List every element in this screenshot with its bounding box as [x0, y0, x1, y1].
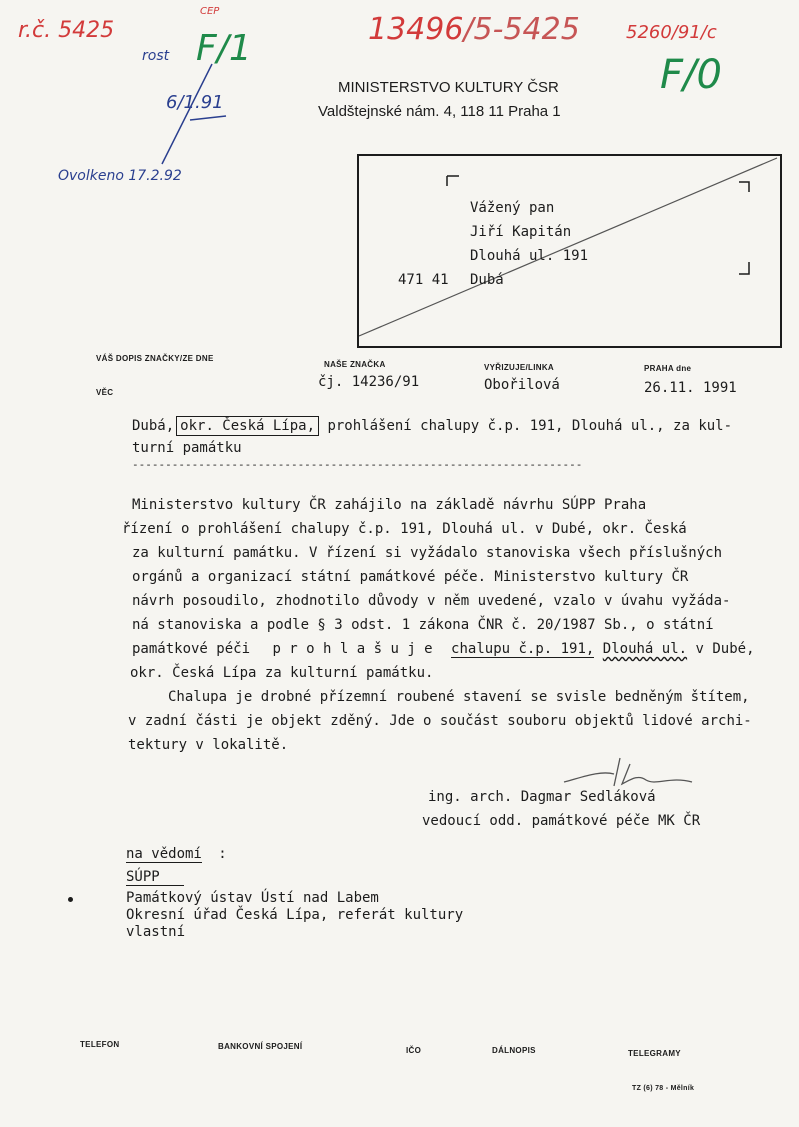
- subject-place: Dubá,: [132, 418, 175, 434]
- cc-item-own: vlastní: [126, 924, 186, 940]
- signatory-name: ing. arch. Dagmar Sedláková: [428, 789, 656, 805]
- subject-boxed-district: okr. Česká Lípa,: [176, 416, 319, 436]
- ministry-address: Valdštejnské nám. 4, 118 11 Praha 1: [318, 103, 561, 120]
- cc-label: na vědomí: [126, 846, 202, 862]
- body-line-2: řízení o prohlášení chalupy č.p. 191, Dlouhá ul. v Dubé, okr. Česká: [122, 521, 687, 537]
- subject-line-2: turní památku: [132, 440, 242, 456]
- body-line-10: v zadní části je objekt zděný. Jde o součást souboru objektů lidové archi-: [128, 713, 752, 729]
- handwritten-f0: F/0: [660, 52, 722, 98]
- cc-colon: :: [218, 846, 227, 862]
- body-line-1: Ministerstvo kultury ČR zahájilo na základě návrhu SÚPP Praha: [132, 497, 647, 513]
- subject-line-1: [132, 418, 732, 434]
- cc-item-institute: Památkový ústav Ústí nad Labem: [126, 890, 379, 906]
- footer-bank: BANKOVNÍ SPOJENÍ: [218, 1042, 303, 1051]
- handwritten-cep: CEP: [200, 6, 220, 17]
- footer-dalnopis: DÁLNOPIS: [492, 1046, 536, 1055]
- body-line-7: [132, 641, 755, 657]
- recipient-street: Dlouhá ul. 191: [470, 248, 589, 264]
- ministry-name: MINISTERSTVO KULTURY ČSR: [338, 79, 559, 96]
- label-prague-date: PRAHA dne: [644, 364, 692, 373]
- body-line-9: Chalupa je drobné přízemní roubené stavení se svisle bedněným štítem,: [168, 689, 750, 705]
- handwritten-reference-green: 5260/91/c: [626, 22, 717, 43]
- handled-by-value: Obořilová: [484, 377, 560, 393]
- body-line-5: návrh posoudilo, zhodnotilo důvody v něm uvedené, vzalo v úvahu vyžáda-: [132, 593, 731, 609]
- our-ref-value: čj. 14236/91: [318, 374, 420, 390]
- footer-ico: IČO: [406, 1046, 422, 1055]
- body-in-duba: v Dubé,: [695, 641, 755, 657]
- body-declares: p r o h l a š u j e: [272, 641, 433, 657]
- label-handled-by: VYŘIZUJE/LINKA: [484, 363, 554, 372]
- subject-divider: --------------------------------------------------------------------: [132, 458, 583, 471]
- label-your-letter: VÁŠ DOPIS ZNAČKY/ZE DNE: [96, 354, 214, 363]
- body-line-6: ná stanoviska a podle § 3 odst. 1 zákona ČNR č. 20/1987 Sb., o státní: [132, 617, 714, 633]
- footer-telegramy: TELEGRAMY: [628, 1049, 681, 1058]
- cc-item-supp: SÚPP: [126, 869, 184, 886]
- body-street-underlined: Dlouhá ul.: [602, 641, 688, 657]
- pen-stroke-icon: [140, 60, 230, 180]
- recipient-zip: 471 41: [398, 272, 449, 288]
- handwritten-blue-note: Ovolkeno 17.2.92: [58, 168, 182, 184]
- handwritten-number-red: 13496: [368, 12, 464, 47]
- signature-icon: [560, 752, 700, 792]
- label-our-ref: NAŠE ZNAČKA: [324, 360, 386, 369]
- subject-text: prohlášení chalupy č.p. 191, Dlouhá ul., za kul-: [327, 418, 733, 434]
- hole-punch-dot: [68, 897, 73, 902]
- handwritten-date-signature: 6/1.91: [166, 92, 224, 113]
- recipient-city: Dubá: [470, 272, 504, 288]
- recipient-salutation: Vážený pan: [470, 200, 555, 216]
- handwritten-rc-number: r.č. 5425: [18, 18, 115, 43]
- cc-item-district-office: Okresní úřad Česká Lípa, referát kultury: [126, 907, 464, 923]
- body-text-care: památkové péči: [132, 641, 251, 657]
- date-value: 26.11. 1991: [644, 380, 737, 396]
- body-house-underlined: chalupu č.p. 191,: [451, 641, 595, 657]
- body-line-3: za kulturní památku. V řízení si vyžádalo stanoviska všech příslušných: [132, 545, 723, 561]
- body-line-8: okr. Česká Lípa za kulturní památku.: [130, 665, 434, 681]
- cc-label-row: [126, 846, 227, 862]
- body-line-4: orgánů a organizací státní památkové péče. Ministerstvo kultury ČR: [132, 569, 689, 585]
- handwritten-number-pencil: 5-5425: [473, 12, 580, 47]
- signatory-title: vedoucí odd. památkové péče MK ČR: [422, 813, 701, 829]
- recipient-name: Jiří Kapitán: [470, 224, 572, 240]
- body-line-11: tektury v lokalitě.: [128, 737, 289, 753]
- handwritten-f1: F/1: [196, 28, 252, 69]
- handwritten-rost: rost: [142, 48, 170, 64]
- footer-telefon: TELEFON: [80, 1040, 120, 1049]
- footer-print-code: TZ (6) 78 - Mělník: [632, 1085, 695, 1092]
- label-subject: VĚC: [96, 388, 114, 397]
